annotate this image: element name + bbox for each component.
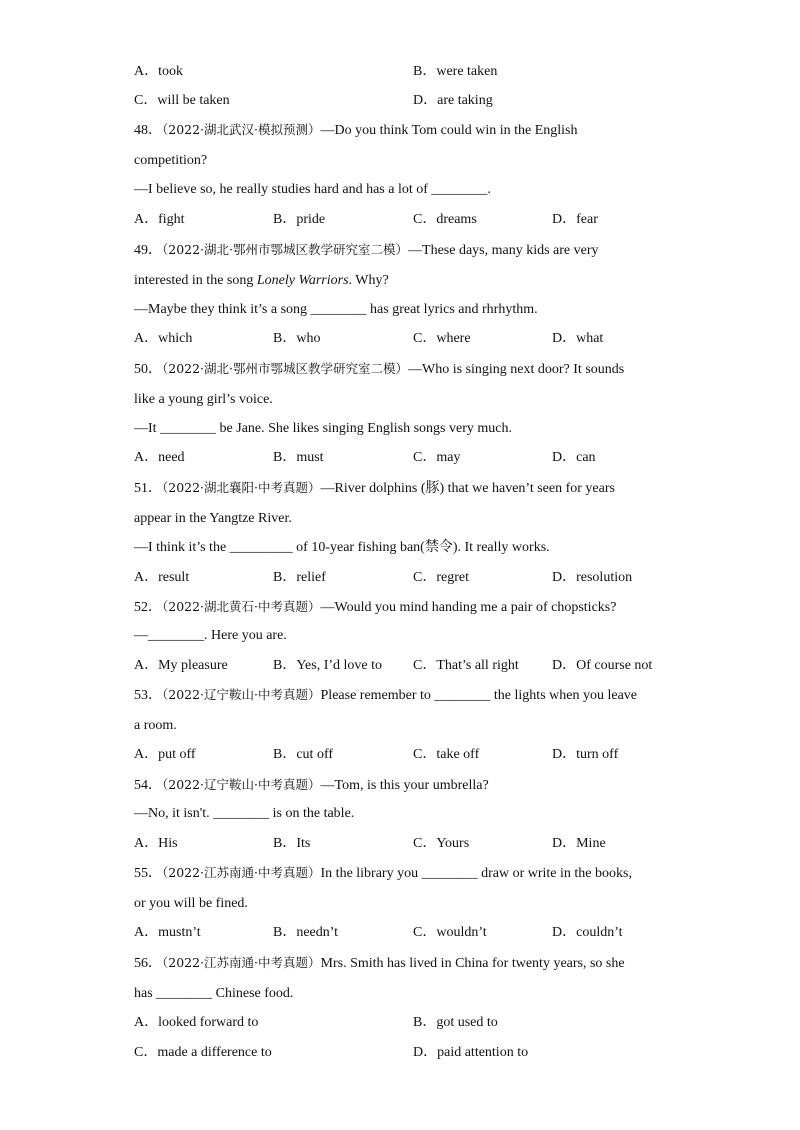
stem-text: —Would you mind handing me a pair of chopsticks? (320, 600, 617, 615)
question-number: 52． (134, 600, 162, 615)
stem-text: In the library you ________ draw or write in the books, (320, 866, 632, 881)
option-a: A．which (134, 331, 193, 346)
option-c: C．Yours (413, 836, 470, 851)
question-stem (134, 686, 669, 705)
option-d: D．Mine (552, 836, 606, 851)
question-source: （2022·湖北·鄂州市鄂城区教学研究室二模） (162, 242, 409, 257)
option-c: C．will be taken (134, 93, 230, 108)
question-source: （2022·湖北·鄂州市鄂城区教学研究室二模） (162, 361, 409, 376)
question-stem (134, 598, 669, 617)
option-c: C．That’s all right (413, 658, 519, 673)
question-number: 55． (134, 866, 162, 881)
question-stem (134, 954, 669, 973)
question-number: 50． (134, 362, 162, 377)
question-stem (134, 864, 669, 883)
option-b: B．Its (273, 836, 311, 851)
option-d: D．are taking (413, 93, 493, 108)
option-a: A．My pleasure (134, 658, 228, 673)
option-b: B．were taken (413, 64, 498, 79)
option-b: B．who (273, 331, 321, 346)
stem-text: Please remember to ________ the lights when you leave (320, 688, 637, 703)
stem-continuation: interested in the song Lonely Warriors. Why? (134, 273, 389, 288)
stem-text: —Who is singing next door? It sounds (408, 362, 625, 377)
question-source: （2022·江苏南通·中考真题） (162, 865, 321, 880)
stem-continuation: appear in the Yangtze River. (134, 511, 292, 526)
option-b: B．got used to (413, 1015, 498, 1030)
option-b: B．pride (273, 212, 326, 227)
song-title: Lonely Warriors (256, 273, 349, 288)
option-c: C．dreams (413, 212, 477, 227)
stem-continuation: competition? (134, 153, 208, 168)
question-stem (134, 241, 669, 260)
stem-continuation: like a young girl’s voice. (134, 392, 273, 407)
stem-continuation: a room. (134, 718, 177, 733)
question-stem (134, 479, 669, 498)
question-number: 49． (134, 243, 162, 258)
option-a: A．looked forward to (134, 1015, 259, 1030)
option-c: C．wouldn’t (413, 925, 487, 940)
option-b: B．cut off (273, 747, 334, 762)
stem-text: Mrs. Smith has lived in China for twenty years, so she (320, 956, 625, 971)
option-a: A．result (134, 570, 190, 585)
option-b: B．needn’t (273, 925, 339, 940)
option-d: D．turn off (552, 747, 619, 762)
option-d: D．can (552, 450, 596, 465)
stem-text: —Tom, is this your umbrella? (320, 778, 489, 793)
question-number: 56． (134, 956, 162, 971)
stem-continuation: or you will be fined. (134, 896, 248, 911)
option-b: B．Yes, I’d love to (273, 658, 383, 673)
question-source: （2022·江苏南通·中考真题） (162, 955, 321, 970)
reply-line: —No, it isn't. ________ is on the table. (134, 806, 355, 821)
option-a: A．His (134, 836, 178, 851)
question-stem (134, 360, 669, 379)
option-d: D．resolution (552, 570, 633, 585)
question-source: （2022·湖北襄阳·中考真题） (162, 480, 321, 495)
option-b: B．must (273, 450, 324, 465)
option-c: C．made a difference to (134, 1045, 272, 1060)
option-a: A．took (134, 64, 183, 79)
question-stem (134, 776, 669, 795)
reply-line: —Maybe they think it’s a song ________ has great lyrics and rhrhythm. (134, 302, 538, 317)
option-a: A．put off (134, 747, 196, 762)
option-d: D．Of course not (552, 658, 653, 673)
option-a: A．need (134, 450, 185, 465)
option-d: D．paid attention to (413, 1045, 529, 1060)
option-c: C．may (413, 450, 461, 465)
stem-text: —These days, many kids are very (408, 243, 599, 258)
stem-continuation: has ________ Chinese food. (134, 986, 294, 1001)
reply-line: —I think it’s the _________ of 10-year fishing ban(禁令). It really works. (134, 540, 550, 555)
reply-line: —It ________ be Jane. She likes singing English songs very much. (134, 421, 512, 436)
option-d: D．what (552, 331, 604, 346)
question-number: 53． (134, 688, 162, 703)
question-stem (134, 121, 669, 140)
option-a: A．fight (134, 212, 185, 227)
option-a: A．mustn’t (134, 925, 201, 940)
option-d: D．fear (552, 212, 598, 227)
reply-line: —________. Here you are. (134, 628, 287, 643)
stem-text: —River dolphins (豚) that we haven’t seen for years (320, 481, 615, 496)
option-c: C．take off (413, 747, 480, 762)
question-source: （2022·湖北武汉·模拟预测） (162, 122, 321, 137)
reply-line: —I believe so, he really studies hard and has a lot of ________. (134, 182, 491, 197)
question-number: 51． (134, 481, 162, 496)
stem-text: —Do you think Tom could win in the English (320, 123, 578, 138)
option-d: D．couldn’t (552, 925, 623, 940)
option-c: C．where (413, 331, 471, 346)
question-number: 48． (134, 123, 162, 138)
question-source: （2022·湖北黄石·中考真题） (162, 599, 321, 614)
question-number: 54． (134, 778, 162, 793)
question-source: （2022·辽宁鞍山·中考真题） (162, 687, 321, 702)
question-source: （2022·辽宁鞍山·中考真题） (162, 777, 321, 792)
option-c: C．regret (413, 570, 469, 585)
option-b: B．relief (273, 570, 326, 585)
